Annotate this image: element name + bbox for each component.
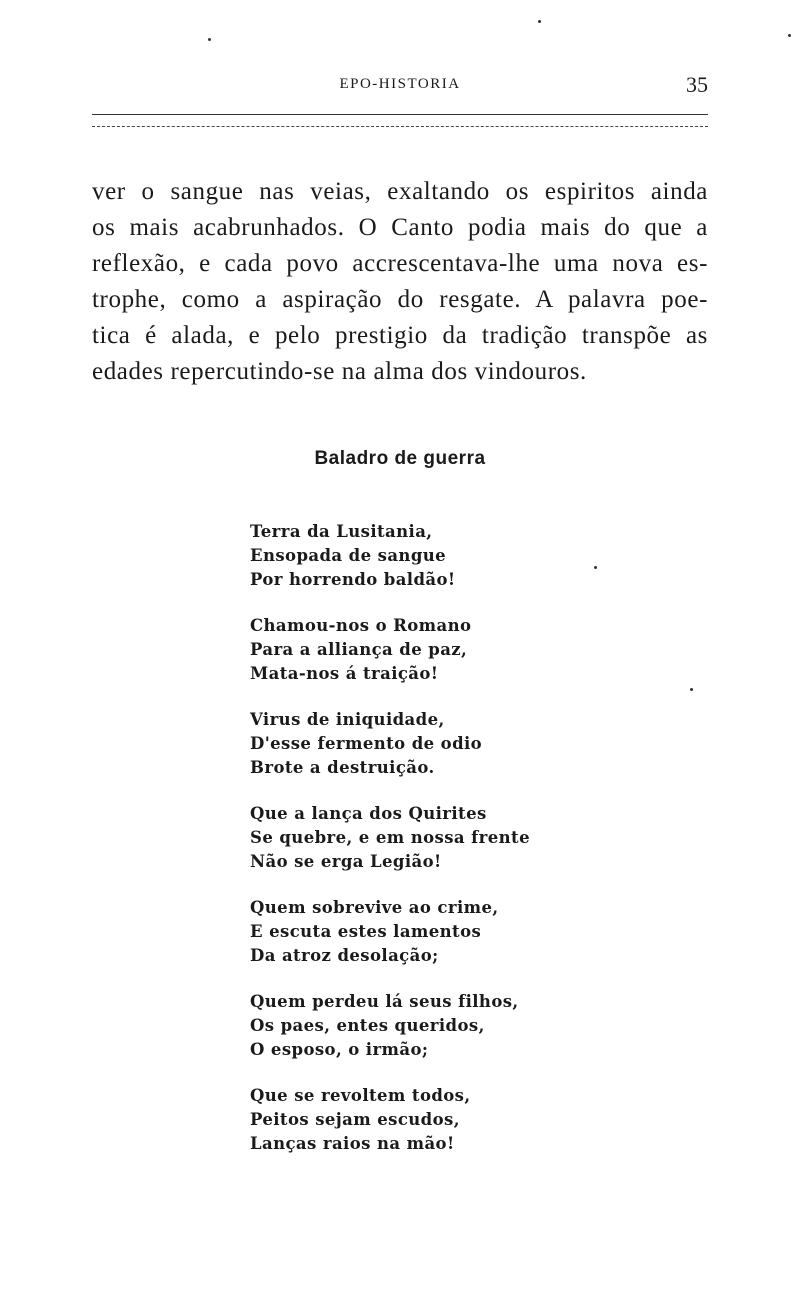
- verse: Que se revoltem todos,: [250, 1086, 471, 1105]
- scan-speck: [538, 20, 541, 23]
- poem-title: Baladro de guerra: [314, 448, 486, 469]
- running-title: EPO-HISTORIA: [339, 76, 461, 92]
- verse: Lanças raios na mão!: [250, 1134, 455, 1153]
- verse: Brote a destruição.: [250, 758, 435, 777]
- stanza: [250, 708, 670, 780]
- verse: Ensopada de sangue: [250, 546, 447, 565]
- verse: Peitos sejam escudos,: [250, 1110, 460, 1129]
- poem: [250, 520, 670, 1178]
- verse: Para a alliança de paz,: [250, 640, 468, 659]
- verse: Quem perdeu lá seus filhos,: [250, 992, 519, 1011]
- running-head: [92, 72, 708, 102]
- stanza: [250, 990, 670, 1062]
- verse: Quem sobrevive ao crime,: [250, 898, 499, 917]
- verse: E escuta estes lamentos: [250, 922, 482, 941]
- scan-speck: [208, 38, 211, 41]
- verse: D'esse fermento de odio: [250, 734, 483, 753]
- stanza: [250, 896, 670, 968]
- prose-line: ver o sangue nas veias, exaltando os espiritos ainda: [92, 178, 708, 205]
- verse: Virus de iniquidade,: [250, 710, 445, 729]
- verse: Por horrendo baldão!: [250, 570, 456, 589]
- stanza: [250, 614, 670, 686]
- scan-speck: [594, 566, 597, 569]
- header-rule-dashed: [92, 126, 708, 127]
- prose-line: trophe, como a aspiração do resgate. A palavra poe-: [92, 286, 708, 313]
- scan-speck: [690, 688, 693, 691]
- prose-line: tica é alada, e pelo prestigio da tradição transpõe as: [92, 322, 708, 349]
- verse: Que a lança dos Quirites: [250, 804, 487, 823]
- prose-paragraph: [92, 174, 708, 390]
- verse: Chamou-nos o Romano: [250, 616, 472, 635]
- verse: Mata-nos á traição!: [250, 664, 439, 683]
- verse: Se quebre, e em nossa frente: [250, 828, 530, 847]
- verse: Não se erga Legião!: [250, 852, 442, 871]
- verse: O esposo, o irmão;: [250, 1040, 429, 1059]
- prose-line: reflexão, e cada povo accrescentava-lhe uma nova es-: [92, 250, 708, 277]
- prose-line: os mais acabrunhados. O Canto podia mais do que a: [92, 214, 708, 241]
- stanza: [250, 802, 670, 874]
- prose-line: edades repercutindo-se na alma dos vindouros.: [92, 358, 587, 385]
- verse: Os paes, entes queridos,: [250, 1016, 485, 1035]
- verse: Da atroz desolação;: [250, 946, 439, 965]
- verse: Terra da Lusitania,: [250, 522, 433, 541]
- stanza: [250, 520, 670, 592]
- page-number: 35: [686, 72, 708, 97]
- header-rule: [92, 114, 708, 115]
- scan-speck: [788, 34, 791, 37]
- stanza: [250, 1084, 670, 1156]
